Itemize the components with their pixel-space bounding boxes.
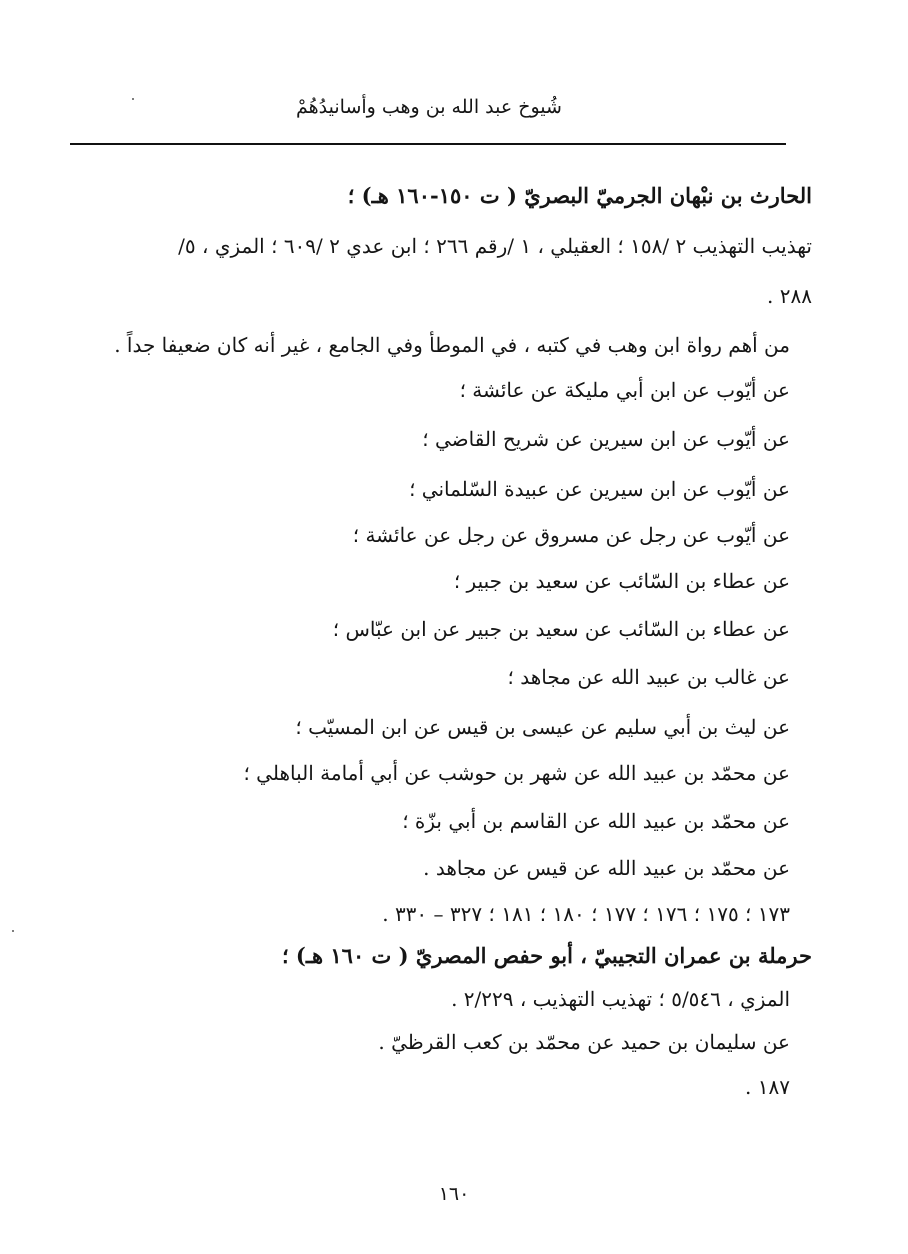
scan-speck (132, 98, 134, 100)
chain-line: عن أيّوب عن ابن سيرين عن شريح القاضي ؛ (422, 427, 790, 451)
reference-line: المزي ، ٥/٥٤٦ ؛ تهذيب التهذيب ، ٢/٢٢٩ . (451, 987, 790, 1011)
page-number: ١٦٠ (438, 1183, 470, 1205)
chain-line: عن سليمان بن حميد عن محمّد بن كعب القرظيّ . (378, 1030, 790, 1054)
chain-line: عن أيّوب عن رجل عن مسروق عن رجل عن عائشة ؛ (352, 523, 790, 547)
reference-line: ٢٨٨ . (767, 284, 812, 308)
chain-line: عن عطاء بن السّائب عن سعيد بن جبير عن ابن عبّاس ؛ (332, 617, 790, 641)
chain-line: عن ليث بن أبي سليم عن عيسى بن قيس عن ابن المسيّب ؛ (295, 715, 790, 739)
scan-speck (12, 930, 14, 932)
entry-heading: الحارث بن نبْهان الجرميّ البصريّ ( ت ١٥٠-١٦٠ هـ) ؛ (347, 183, 812, 208)
chain-line: عن محمّد بن عبيد الله عن القاسم بن أبي بزّة ؛ (402, 809, 790, 833)
reference-line: تهذيب التهذيب ٢ /١٥٨ ؛ العقيلي ، ١ /رقم ٢٦٦ ؛ ابن عدي ٢ /٦٠٩ ؛ المزي ، ٥/ (178, 234, 812, 258)
page-references: ١٨٧ . (745, 1075, 790, 1099)
entry-heading: حرملة بن عمران التجيبيّ ، أبو حفص المصريّ ( ت ١٦٠ هـ) ؛ (281, 943, 812, 968)
chain-line: عن أيّوب عن ابن أبي مليكة عن عائشة ؛ (459, 378, 790, 402)
chain-line: عن محمّد بن عبيد الله عن قيس عن مجاهد . (423, 856, 790, 880)
running-header: شُيوخ عبد الله بن وهب وأسانيدُهُمْ (296, 96, 562, 118)
chain-line: عن عطاء بن السّائب عن سعيد بن جبير ؛ (453, 569, 790, 593)
chain-line: عن غالب بن عبيد الله عن مجاهد ؛ (507, 665, 790, 689)
header-rule (70, 143, 786, 145)
page-references: ١٧٣ ؛ ١٧٥ ؛ ١٧٦ ؛ ١٧٧ ؛ ١٨٠ ؛ ١٨١ ؛ ٣٢٧ – ٣٣٠ . (382, 902, 790, 926)
chain-line: عن محمّد بن عبيد الله عن شهر بن حوشب عن أبي أمامة الباهلي ؛ (243, 761, 790, 785)
chain-line: عن أيّوب عن ابن سيرين عن عبيدة السّلماني ؛ (409, 477, 790, 501)
entry-description: من أهم رواة ابن وهب في كتبه ، في الموطأ وفي الجامع ، غير أنه كان ضعيفا جداً . (114, 333, 790, 357)
